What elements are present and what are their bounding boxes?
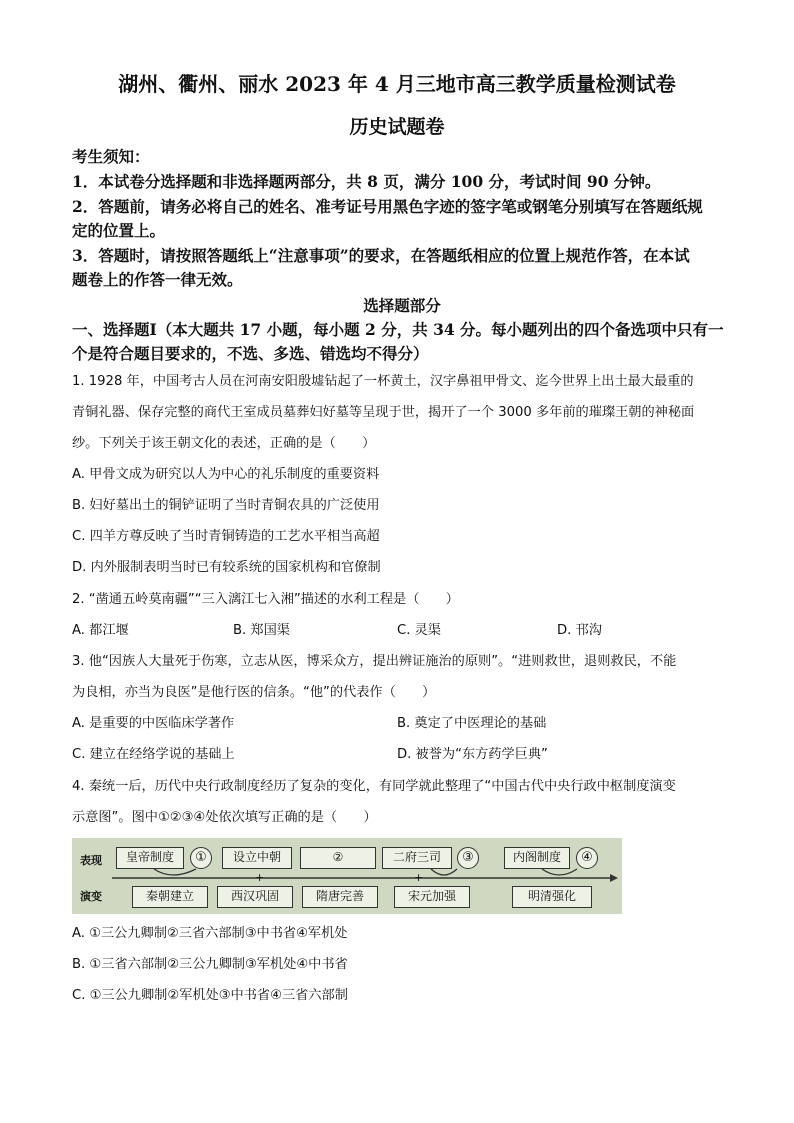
answer-option: A. 都江堰 (72, 623, 129, 638)
question-text: 为良相，亦当为良医”是他行医的信条。“他”的代表作（ ） (72, 685, 436, 700)
blank-marker: ① (190, 847, 212, 869)
notice-line: 定的位置上。 (72, 221, 166, 240)
exam-title: 湖州、衢州、丽水 2023 年 4 月三地市高三教学质量检测试卷 (118, 72, 676, 96)
answer-option: A. ①三公九卿制②三省六部制③中书省④军机处 (72, 926, 348, 941)
answer-option: D. 邗沟 (557, 623, 602, 638)
diagram-box: 明清强化 (512, 886, 592, 908)
question-text: 纱。下列关于该王朝文化的表述，正确的是（ ） (72, 436, 376, 451)
answer-option: B. 郑国渠 (233, 623, 290, 638)
section-title: 选择题部分 (363, 296, 441, 315)
answer-option: A. 是重要的中医临床学著作 (72, 716, 235, 731)
diagram-box: 宋元加强 (394, 886, 470, 908)
answer-option: C. 建立在经络学说的基础上 (72, 747, 235, 762)
notice-line: 1．本试卷分选择题和非选择题两部分，共 8 页，满分 100 分，考试时间 90 分钟。 (72, 172, 661, 191)
answer-option: B. 奠定了中医理论的基础 (397, 716, 547, 731)
diagram-box: 隋唐完善 (302, 886, 378, 908)
answer-option: B. ①三省六部制②三公九卿制③军机处④中书省 (72, 957, 348, 972)
row-label-top: 表现 (80, 854, 102, 867)
answer-option: D. 被誉为“东方药学巨典” (397, 747, 548, 762)
notice-heading: 考生须知： (72, 147, 150, 166)
diagram-box: ② (300, 847, 376, 869)
diagram-box: 西汉巩固 (217, 886, 293, 908)
diagram-box: 二府三司 (382, 847, 452, 869)
question-text: 青铜礼器、保存完整的商代王室成员墓葬妇好墓等呈现于世，揭开了一个 3000 多年前的璀璨王朝的神秘面 (72, 405, 695, 420)
diagram-box: 秦朝建立 (132, 886, 208, 908)
answer-option: C. 灵渠 (397, 623, 441, 638)
plus-sign: + (414, 871, 424, 884)
question-text: 2. “凿通五岭莫南疆”“三入漓江七入湘”描述的水利工程是（ ） (72, 592, 459, 607)
answer-option: A. 甲骨文成为研究以人为中心的礼乐制度的重要资料 (72, 467, 380, 482)
notice-line: 2．答题前，请务必将自己的姓名、准考证号用黑色字迹的签字笔或钢笔分别填写在答题纸规 (72, 197, 703, 216)
answer-option: B. 妇好墓出土的铜铲证明了当时青铜农具的广泛使用 (72, 498, 380, 513)
question-text: 4. 秦统一后，历代中央行政制度经历了复杂的变化，有同学就此整理了“中国古代中央行政中枢制度演变 (72, 779, 676, 794)
plus-sign: + (255, 871, 265, 884)
link-curve (154, 869, 196, 875)
question-text: 示意图”。图中①②③④处依次填写正确的是（ ） (72, 810, 377, 825)
timeline-arrow (610, 874, 618, 882)
section-heading: 个是符合题目要求的，不选、多选、错选均不得分） (72, 344, 429, 363)
exam-subtitle: 历史试题卷 (349, 116, 445, 138)
answer-option: D. 内外服制表明当时已有较系统的国家机构和官僚制 (72, 560, 381, 575)
answer-option: C. ①三公九卿制②军机处③中书省④三省六部制 (72, 988, 348, 1003)
blank-marker: ③ (457, 847, 479, 869)
notice-line: 题卷上的作答一律无效。 (72, 270, 243, 289)
link-curve (431, 869, 457, 875)
blank-marker: ④ (576, 847, 598, 869)
link-curve (542, 869, 577, 875)
notice-line: 3．答题时，请按照答题纸上“注意事项”的要求，在答题纸相应的位置上规范作答，在本试 (72, 246, 690, 265)
diagram-box: 皇帝制度 (116, 847, 184, 869)
question-text: 3. 他“因族人大量死于伤寒，立志从医，博采众方，提出辨证施治的原则”。“进则救世，退则救民，不能 (72, 654, 677, 669)
evolution-diagram (72, 838, 622, 914)
answer-option: C. 四羊方尊反映了当时青铜铸造的工艺水平相当高超 (72, 529, 380, 544)
diagram-box: 内阁制度 (504, 847, 570, 869)
section-heading: 一、选择题Ⅰ（本大题共 17 小题，每小题 2 分，共 34 分。每小题列出的四个备选项中只有一 (72, 320, 724, 339)
question-text: 1. 1928 年，中国考古人员在河南安阳殷墟钻起了一杯黄土，汉字鼻祖甲骨文、迄今世界上出土最大最重的 (72, 374, 694, 389)
row-label-bottom: 演变 (80, 890, 102, 903)
diagram-box: 设立中朝 (222, 847, 292, 869)
